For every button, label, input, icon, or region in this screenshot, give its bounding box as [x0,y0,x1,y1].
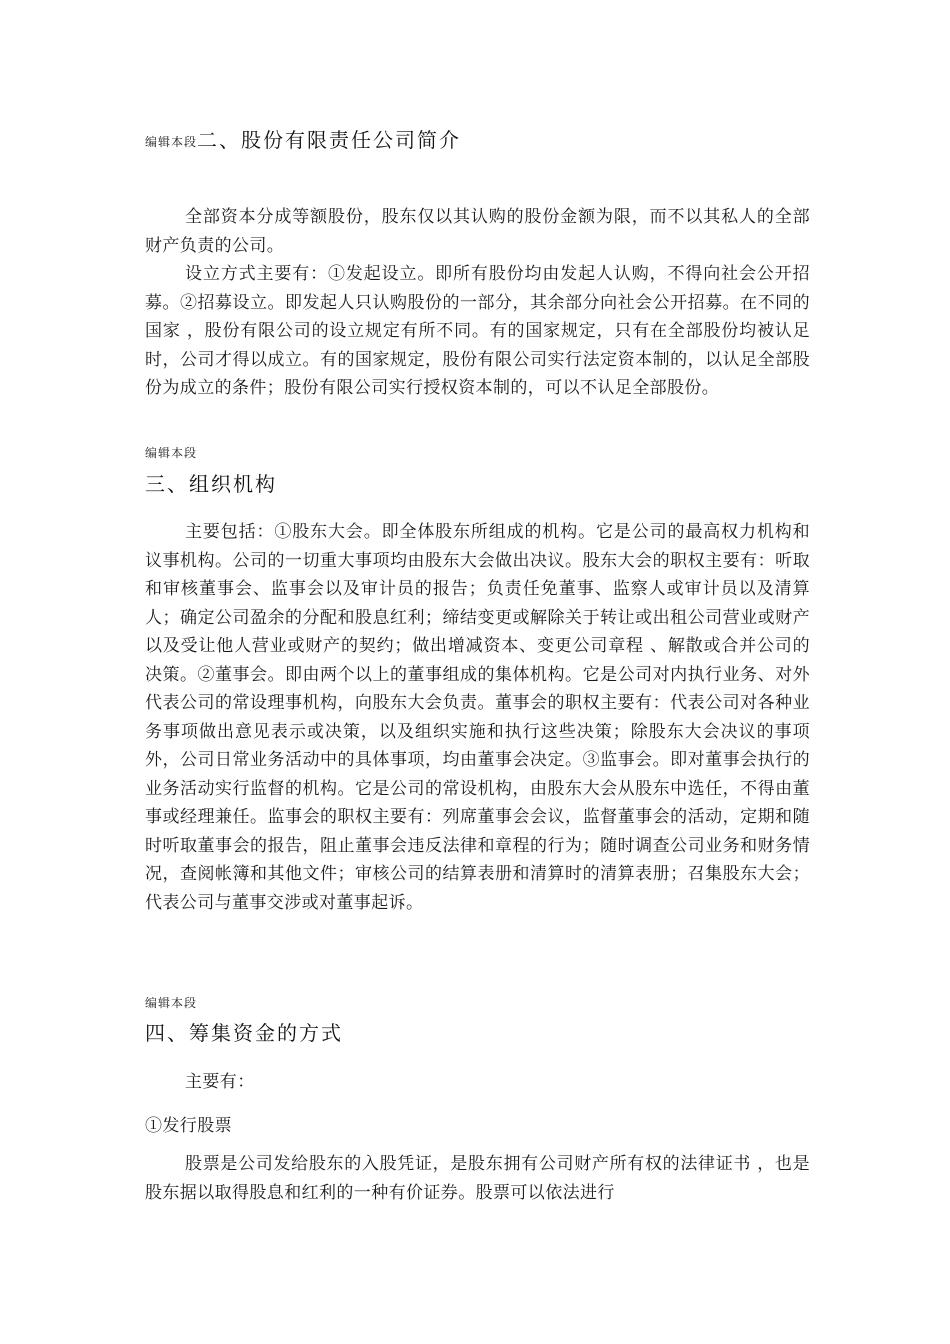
edit-section-link[interactable]: 编辑本段 [145,135,198,149]
section-3-body [145,518,810,917]
edit-section-link[interactable]: 编辑本段 [145,996,198,1010]
section-4-intro [145,1068,810,1097]
paragraph: 全部资本分成等额股份，股东仅以其认购的股份金额为限，而不以其私人的全部财产负责的公司。 [145,207,810,256]
section-title: 四、筹集资金的方式 [145,1021,343,1045]
paragraph: 设立方式主要有：①发起设立。即所有股份均由发起人认购，不得向社会公开招募。②招募设立。即发起人只认购股份的一部分，其余部分向社会公开招募。在不同的国家 ，股份有限公司的设立规定有所不同。有的国家规定，只有在全部股份均被认足时，公司才得以成立。有的国家规定，股份有限公司实行法定资本制的，以认足全部股份为成立的条件；股份有限公司实行授权资本制的，可以不认足全部股份。 [145,264,810,398]
paragraph: 主要包括：①股东大会。即全体股东所组成的机构。它是公司的最高权力机构和议事机构。公司的一切重大事项均由股东大会做出决议。股东大会的职权主要有：听取和审核董事会、监事会以及审计员的报告；负责任免董事、监察人或审计员以及清算人；确定公司盈余的分配和股息红利；缔结变更或解除关于转让或出租公司营业或财产以及受让他人营业或财产的契约；做出增减资本、变更公司章程 、解散或合并公司的决策。②董事会。即由两个以上的董事组成的集体机构。它是公司对内执行业务、对外代表公司的常设理事机构，向股东大会负责。董事会的职权主要有：代表公司对各种业务事项做出意见表示或决策，以及组织实施和执行这些决策；除股东大会决议的事项外，公司日常业务活动中的具体事项，均由董事会决定。③监事会。即对董事会执行的业务活动实行监督的机构。它是公司的常设机构，由股东大会从股东中选任，不得由董事或经理兼任。监事会的职权主要有：列席董事会会议，监督董事会的活动，定期和随时听取董事会的报告，阻止董事会违反法律和章程的行为；随时调查公司业务和财务情况，查阅帐簿和其他文件；审核公司的结算表册和清算时的清算表册；召集股东大会；代表公司与董事交涉或对董事起诉。 [145,522,810,913]
paragraph: 股票是公司发给股东的入股凭证，是股东拥有公司财产所有权的法律证书 ，也是股东据以取得股息和红利的一种有价证券。股票可以依法进行 [145,1154,810,1203]
section-title: 三、组织机构 [145,472,277,496]
section-4-body [145,1150,810,1207]
paragraph: 主要有： [185,1072,255,1092]
section-2-body [145,203,810,403]
section-title: 二、股份有限责任公司简介 [197,128,462,152]
edit-section-link[interactable]: 编辑本段 [145,446,198,460]
section-2-heading [145,124,810,153]
section-4-subheading [145,1112,810,1141]
sub-heading: ①发行股票 [145,1116,232,1136]
